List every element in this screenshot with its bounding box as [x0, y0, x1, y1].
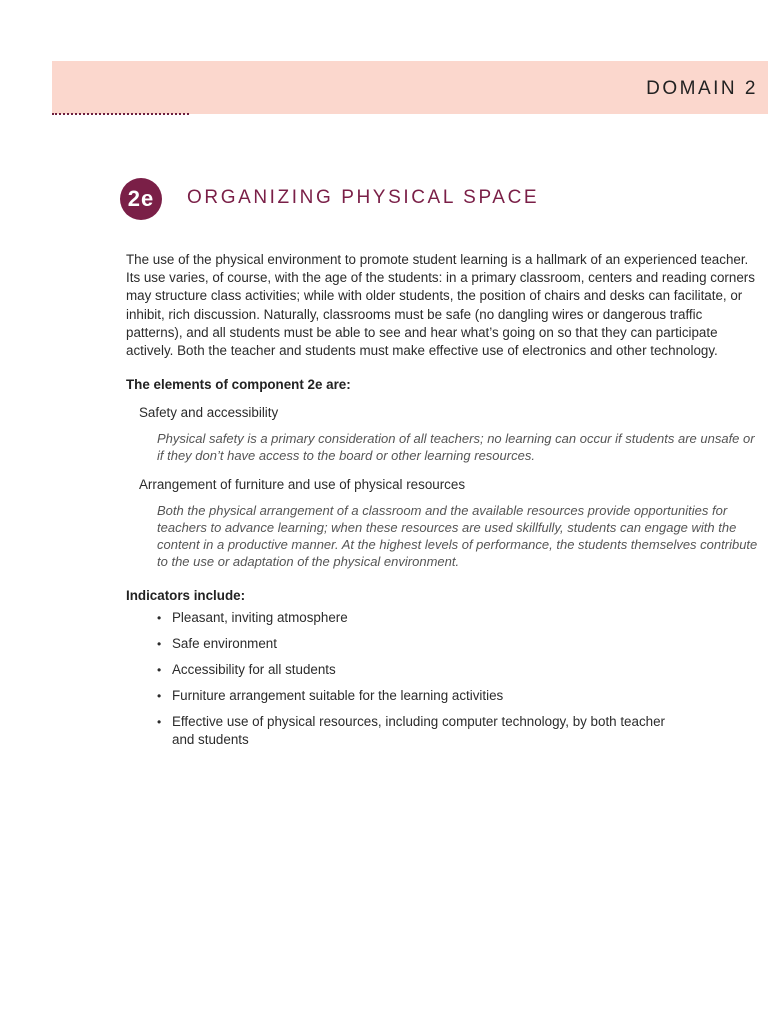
- list-item: [157, 713, 672, 749]
- bullet-icon: •: [157, 611, 162, 626]
- element-description: Physical safety is a primary consideration of all teachers; no learning can occur if students are unsafe or if they don’t have access to the board or other learning resources.: [157, 431, 755, 464]
- list-item: [157, 635, 672, 653]
- bullet-icon: •: [157, 637, 162, 652]
- domain-label: DOMAIN 2: [646, 78, 758, 99]
- component-badge: 2e: [120, 178, 162, 220]
- element-name: Safety and accessibility: [139, 405, 279, 421]
- indicators-list: [126, 609, 762, 749]
- bullet-icon: •: [157, 663, 162, 678]
- intro-paragraph: The use of the physical environment to promote student learning is a hallmark of an experienced teacher. Its use varies, of course, with the age of the students: in a primary classroom, centers and reading corners may structure class activities; while with older students, the position of chairs and desks can facilitate, or inhibit, rich discussion. Naturally, classrooms must be safe (no dangling wires or dangerous traffic patterns), and all students must be able to see and hear what’s going on so that they can participate actively. Both the teacher and students must make effective use of electronics and other technology.: [126, 252, 755, 359]
- component-title: ORGANIZING PHYSICAL SPACE: [187, 187, 540, 208]
- indicator-text: Safe environment: [172, 636, 277, 652]
- element-description: Both the physical arrangement of a classroom and the available resources provide opportunities for teachers to advance learning; when these resources are used skillfully, students can engage with the content in a productive manner. At the highest levels of performance, the students themselves contribute to the use or adaptation of the physical environment.: [157, 503, 758, 570]
- indicator-text: Accessibility for all students: [172, 662, 336, 678]
- header-band: [52, 61, 768, 114]
- content-body: [126, 251, 762, 757]
- element-name: Arrangement of furniture and use of physical resources: [139, 477, 466, 493]
- indicator-text: Effective use of physical resources, including computer technology, by both teacher and students: [172, 714, 666, 748]
- elements-heading: The elements of component 2e are:: [126, 377, 351, 393]
- dotted-rule: [52, 113, 189, 115]
- list-item: [157, 661, 672, 679]
- indicator-text: Furniture arrangement suitable for the learning activities: [172, 688, 504, 704]
- list-item: [157, 687, 672, 705]
- list-item: [157, 609, 672, 627]
- bullet-icon: •: [157, 715, 162, 730]
- bullet-icon: •: [157, 689, 162, 704]
- indicators-heading: Indicators include:: [126, 588, 246, 604]
- indicator-text: Pleasant, inviting atmosphere: [172, 610, 348, 626]
